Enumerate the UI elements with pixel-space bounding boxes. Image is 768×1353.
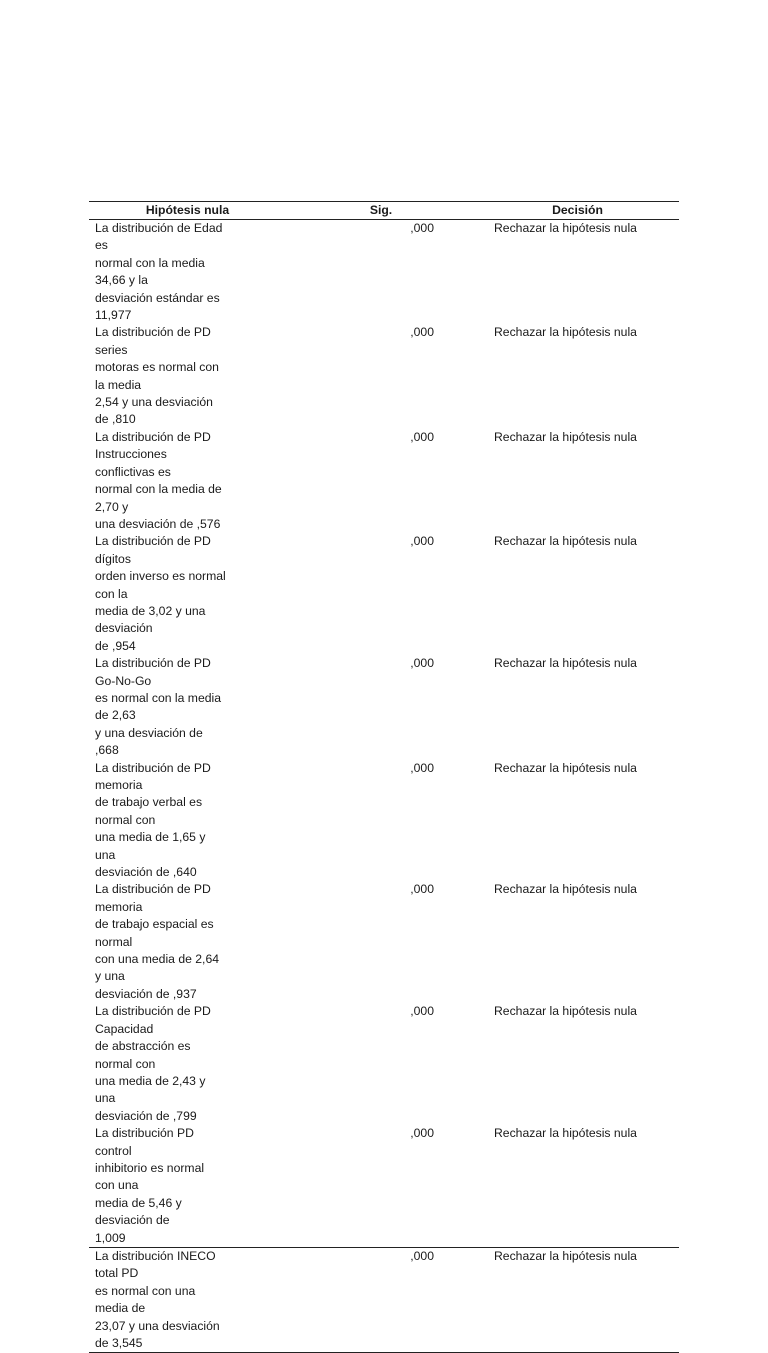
cell-sig: ,000 bbox=[410, 1126, 434, 1141]
header-decision: Decisión bbox=[552, 203, 603, 217]
cell-hypothesis: La distribución PD control inhibitorio es normal con una media de 5,46 y desviación de 1,009 bbox=[95, 1126, 205, 1245]
cell-sig: ,000 bbox=[410, 1004, 434, 1019]
cell-decision: Rechazar la hipótesis nula bbox=[494, 1248, 637, 1263]
cell-sig: ,000 bbox=[410, 1248, 434, 1263]
cell-hypothesis: La distribución de Edad es normal con la media 34,66 y la desviación estándar es 11,977 bbox=[95, 221, 223, 323]
cell-sig: ,000 bbox=[410, 882, 434, 897]
cell-decision: Rechazar la hipótesis nula bbox=[494, 221, 637, 235]
cell-hypothesis: La distribución de PD dígitos orden inverso es normal con la media de 3,02 y una desviación de ,954 bbox=[95, 534, 226, 653]
table-row bbox=[89, 655, 679, 759]
cell-sig: ,000 bbox=[410, 325, 434, 340]
cell-hypothesis: La distribución de PD Instrucciones conflictivas es normal con la media de 2,70 y una desviación de ,576 bbox=[95, 429, 222, 531]
hypothesis-test-table bbox=[89, 201, 679, 1353]
cell-hypothesis: La distribución de PD series motoras es normal con la media 2,54 y una desviación de ,810 bbox=[95, 325, 219, 427]
cell-decision: Rechazar la hipótesis nula bbox=[494, 1004, 637, 1019]
cell-decision: Rechazar la hipótesis nula bbox=[494, 1126, 637, 1141]
cell-decision: Rechazar la hipótesis nula bbox=[494, 882, 637, 897]
cell-hypothesis: La distribución de PD Capacidad de abstracción es normal con una media de 2,43 y una desviación de ,799 bbox=[95, 1004, 211, 1123]
cell-sig: ,000 bbox=[410, 760, 434, 775]
header-sig: Sig. bbox=[369, 203, 393, 217]
table-row bbox=[89, 1125, 679, 1247]
cell-hypothesis: La distribución INECO total PD es normal con una media de 23,07 y una desviación de 3,545 bbox=[95, 1248, 220, 1350]
table-row bbox=[89, 533, 679, 655]
cell-sig: ,000 bbox=[410, 656, 434, 671]
cell-hypothesis: La distribución de PD Go-No-Go es normal con la media de 2,63 y una desviación de ,668 bbox=[95, 656, 221, 758]
cell-decision: Rechazar la hipótesis nula bbox=[494, 656, 637, 671]
cell-hypothesis: La distribución de PD memoria de trabajo espacial es normal con una media de 2,64 y una desviación de ,937 bbox=[95, 882, 219, 1001]
table-row bbox=[89, 881, 679, 1003]
cell-sig: ,000 bbox=[410, 221, 434, 235]
cell-decision: Rechazar la hipótesis nula bbox=[494, 325, 637, 340]
table-row bbox=[89, 1247, 679, 1352]
table-row bbox=[89, 1003, 679, 1125]
table-row bbox=[89, 220, 679, 324]
table-row bbox=[89, 429, 679, 533]
cell-decision: Rechazar la hipótesis nula bbox=[494, 534, 637, 549]
cell-sig: ,000 bbox=[410, 429, 434, 444]
cell-decision: Rechazar la hipótesis nula bbox=[494, 429, 637, 444]
cell-decision: Rechazar la hipótesis nula bbox=[494, 760, 637, 775]
table-row bbox=[89, 324, 679, 428]
cell-hypothesis: La distribución de PD memoria de trabajo verbal es normal con una media de 1,65 y una desviación de ,640 bbox=[95, 760, 211, 880]
header-hypothesis: Hipótesis nula bbox=[145, 203, 230, 217]
table-row bbox=[89, 760, 679, 882]
table-header-row bbox=[89, 202, 679, 220]
cell-sig: ,000 bbox=[410, 534, 434, 549]
